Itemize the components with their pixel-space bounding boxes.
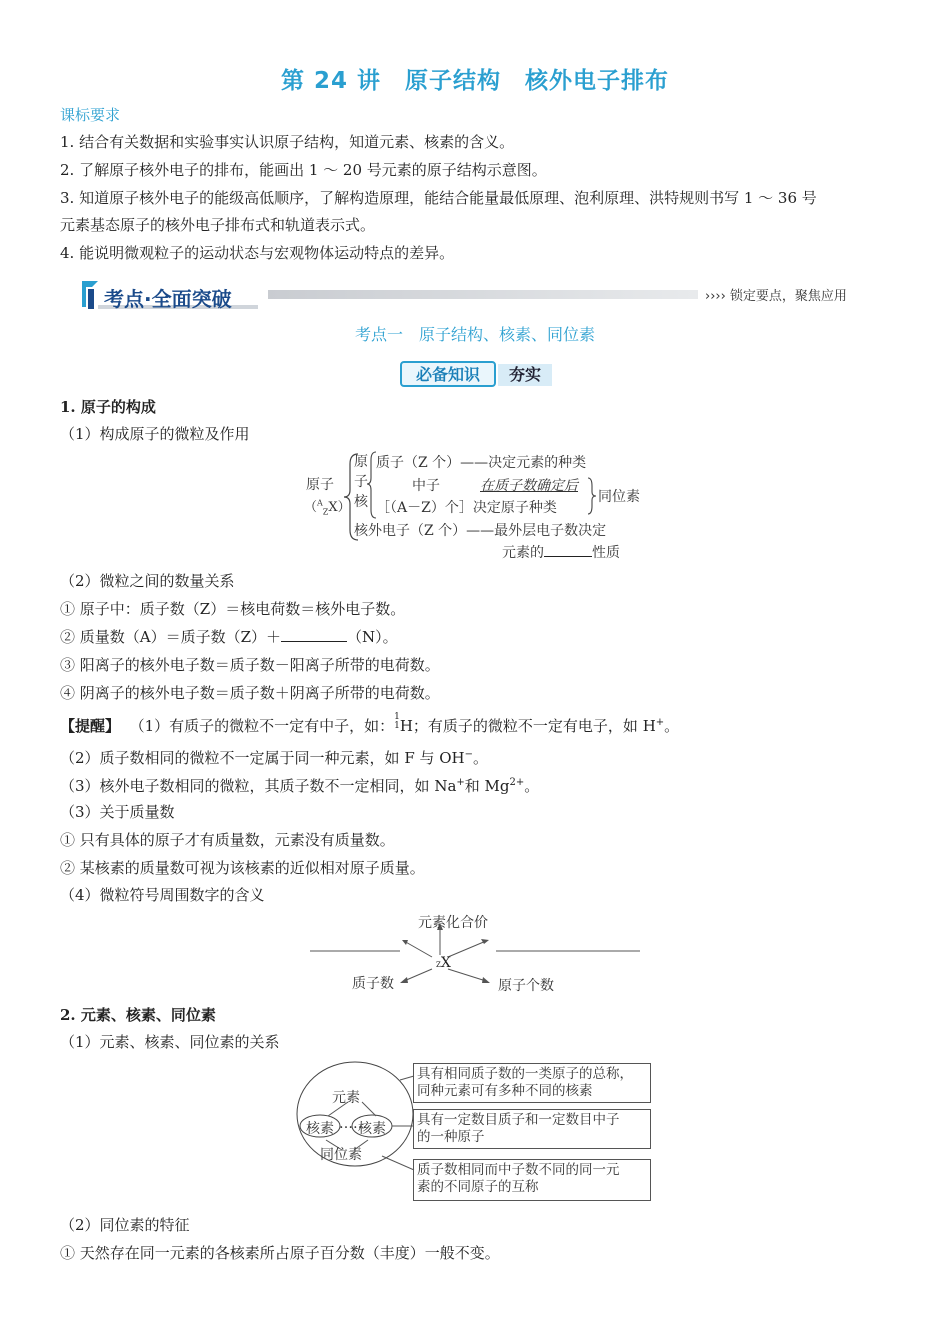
requirements-label: 课标要求: [60, 106, 121, 124]
element-symbol: ZX: [436, 955, 451, 971]
subheading: （3）关于质量数: [60, 803, 175, 821]
electron-text-2: 元素的 性质: [502, 545, 620, 561]
neutron-note: 在质子数确定后: [480, 478, 578, 494]
atom-label: 原子: [306, 477, 334, 493]
banner-subtitle: ›››› 锁定要点，聚焦应用: [705, 289, 847, 304]
subheading: （4）微粒符号周围数字的含义: [60, 886, 265, 904]
requirement-item: 元素基态原子的核外电子排布式和轨道表示式。: [60, 216, 376, 234]
atom-composition-diagram: [300, 448, 660, 566]
atom-symbol: （$^A_Z$X）: [304, 498, 351, 517]
neutron-text: ［（A－Z）个］决定原子种类: [376, 500, 557, 516]
relation-1: ① 原子中：质子数（Z）＝核电荷数＝核外电子数。: [60, 600, 406, 618]
proton-text: 质子（Z 个）——决定元素的种类: [376, 455, 587, 471]
definition-box-element: 具有相同质子数的一类原子的总称， 同种元素可有多种不同的核素: [413, 1063, 651, 1103]
tip-1: 【提醒】 （1）有质子的微粒不一定有中子，如：1 1H；有质子的微粒不一定有电子，如 H+。: [60, 712, 680, 735]
mass-2: ② 某核素的质量数可视为该核素的近似相对原子质量。: [60, 859, 425, 877]
electron-text: 核外电子（Z 个）——最外层电子数决定: [354, 523, 607, 539]
relation-2: ② 质量数（A）＝质子数（Z）＋ （N）。: [60, 628, 398, 646]
neutron-label: 中子: [412, 478, 440, 494]
mass-1: ① 只有具体的原子才有质量数，元素没有质量数。: [60, 831, 395, 849]
element-node: 元素: [332, 1090, 360, 1106]
relation-4: ④ 阴离子的核外电子数＝质子数＋阴离子所带的电荷数。: [60, 684, 440, 702]
isotope-label: 同位素: [598, 489, 640, 505]
nucleus-label: 原 子 核: [354, 454, 368, 510]
atom-count-label: 原子个数: [498, 978, 554, 994]
heading-atom-structure: 1. 原子的构成: [60, 398, 156, 416]
isotope-node: 同位素: [320, 1147, 362, 1163]
requirement-item: 4. 能说明微观粒子的运动状态与宏观物体运动特点的差异。: [60, 244, 455, 262]
tip-2: （2）质子数相同的微粒不一定属于同一种元素，如 F 与 OH−。: [60, 749, 489, 767]
dots: ……: [339, 1116, 367, 1132]
banner-bar: [268, 290, 698, 299]
definition-box-isotope: 质子数相同而中子数不同的同一元 素的不同原子的互称: [413, 1159, 651, 1201]
subheading: （2）微粒之间的数量关系: [60, 572, 235, 590]
subheading: （1）构成原子的微粒及作用: [60, 425, 250, 443]
subheading: （1）元素、核素、同位素的关系: [60, 1033, 280, 1051]
subheading: （2）同位素的特征: [60, 1216, 190, 1234]
badge-knowledge: 必备知识: [400, 361, 496, 387]
valence-label: 元素化合价: [418, 915, 488, 931]
relation-3: ③ 阳离子的核外电子数＝质子数－阳离子所带的电荷数。: [60, 656, 440, 674]
heading-element-nuclide-isotope: 2. 元素、核素、同位素: [60, 1006, 216, 1024]
tip-3: （3）核外电子数相同的微粒，其质子数不一定相同，如 Na+和 $Mg^{2+}$。: [60, 777, 540, 795]
feature-1: ① 天然存在同一元素的各核素所占原子百分数（丰度）一般不变。: [60, 1244, 500, 1262]
requirement-item: 3. 知道原子核外电子的能级高低顺序，了解构造原理，能结合能量最低原理、泡利原理、洪特规则书写 1 ～ 36 号: [60, 189, 817, 207]
requirement-item: 1. 结合有关数据和实验事实认识原子结构，知道元素、核素的含义。: [60, 133, 515, 151]
page-title: 第 24 讲 原子结构 核外电子排布: [280, 68, 670, 94]
requirement-item: 2. 了解原子核外电子的排布，能画出 1 ～ 20 号元素的原子结构示意图。: [60, 161, 547, 179]
proton-number-label: 质子数: [352, 976, 394, 992]
section-title: 考点一 原子结构、核素、同位素: [354, 325, 595, 344]
nuclide-node-1: 核素: [306, 1121, 334, 1137]
isotope-brace-icon: [586, 476, 598, 516]
nuclide-node-2: 核素: [358, 1121, 386, 1137]
banner-title: 考点·全面突破: [104, 287, 232, 311]
badge-solid: 夯实: [498, 364, 552, 386]
definition-box-nuclide: 具有一定数目质子和一定数目中子 的一种原子: [413, 1109, 651, 1149]
